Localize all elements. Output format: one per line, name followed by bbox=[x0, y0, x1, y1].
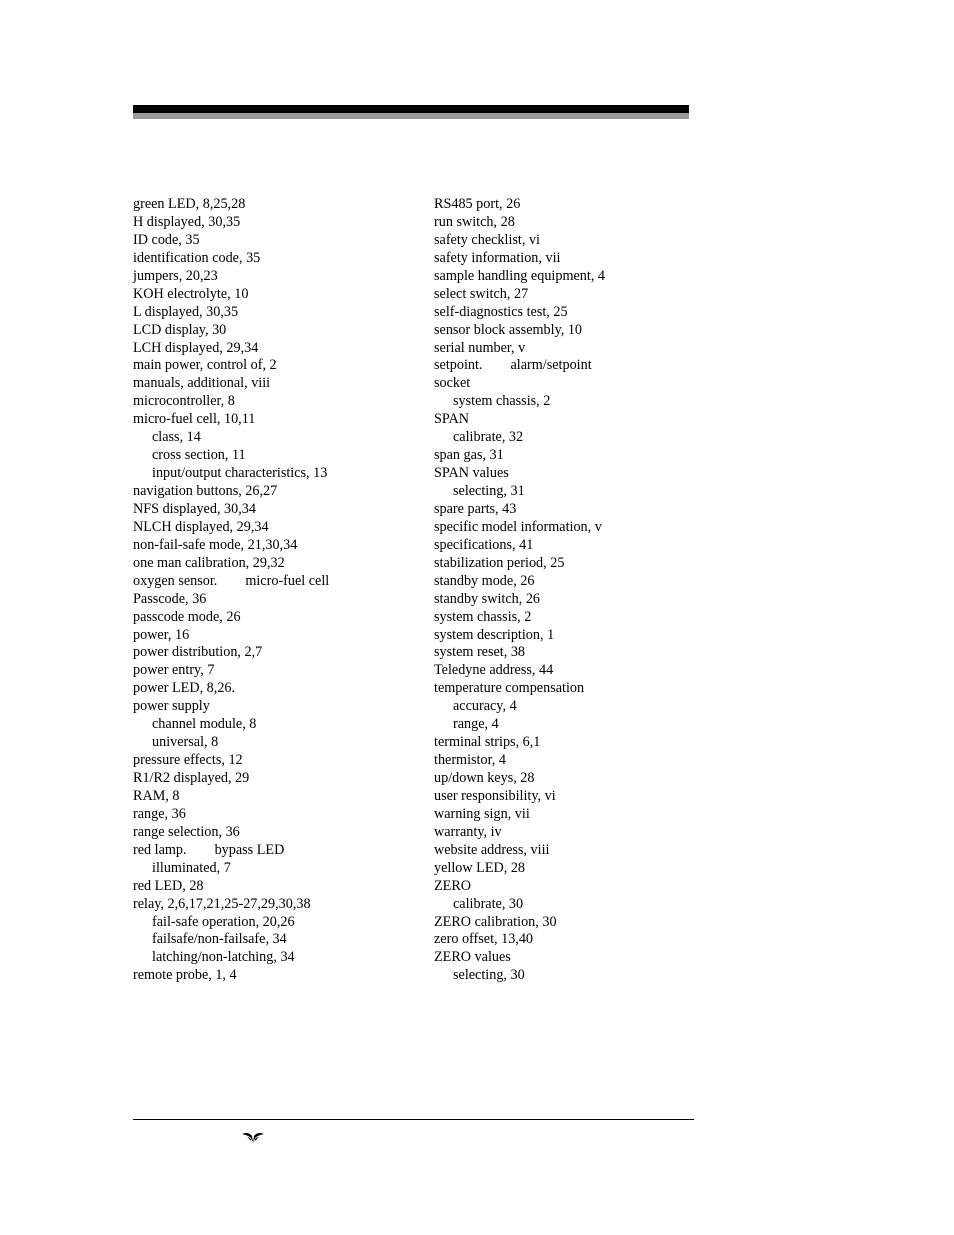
index-entry-text: calibrate, 32 bbox=[453, 429, 524, 446]
index-entry bbox=[133, 788, 329, 806]
index-subentry bbox=[133, 931, 329, 949]
index-entry bbox=[434, 465, 605, 483]
index-entry-text: ZERO calibration, 30 bbox=[434, 913, 557, 930]
index-entry-text: specifications, 41 bbox=[434, 536, 534, 553]
index-subentry bbox=[133, 465, 329, 483]
index-entry-text: RAM, 8 bbox=[133, 787, 180, 804]
index-entry bbox=[434, 304, 605, 322]
index-entry-text: one man calibration, 29,32 bbox=[133, 554, 285, 571]
index-entry-text: system description, 1 bbox=[434, 626, 555, 643]
index-entry bbox=[434, 627, 605, 645]
index-cross-reference: bypass LED bbox=[214, 841, 285, 858]
index-entry bbox=[133, 573, 329, 591]
index-entry-text: SPAN bbox=[434, 411, 469, 428]
index-entry bbox=[133, 196, 329, 214]
index-entry bbox=[133, 627, 329, 645]
index-entry-text: system chassis, 2 bbox=[453, 393, 551, 410]
index-entry-text: main power, control of, 2 bbox=[133, 357, 277, 374]
index-cross-reference: micro-fuel cell bbox=[245, 572, 330, 589]
index-entry bbox=[434, 519, 605, 537]
index-entry-text: pressure effects, 12 bbox=[133, 752, 243, 769]
index-entry bbox=[133, 609, 329, 627]
index-entry bbox=[434, 878, 605, 896]
footer-rule bbox=[133, 1119, 694, 1120]
index-entry bbox=[434, 322, 605, 340]
index-entry-text: Teledyne address, 44 bbox=[434, 662, 554, 679]
index-entry-text: relay, 2,6,17,21,25-27,29,30,38 bbox=[133, 895, 311, 912]
index-entry-text: universal, 8 bbox=[152, 734, 219, 751]
index-entry-text: non-fail-safe mode, 21,30,34 bbox=[133, 536, 298, 553]
index-entry-text: NLCH displayed, 29,34 bbox=[133, 518, 269, 535]
index-entry bbox=[434, 680, 605, 698]
index-entry bbox=[434, 447, 605, 465]
index-entry-text: warning sign, vii bbox=[434, 805, 530, 822]
index-entry bbox=[133, 340, 329, 358]
index-entry-text: select switch, 27 bbox=[434, 285, 529, 302]
index-entry bbox=[434, 752, 605, 770]
index-entry-text: safety information, vii bbox=[434, 249, 561, 266]
index-entry bbox=[133, 286, 329, 304]
index-entry bbox=[434, 788, 605, 806]
index-entry bbox=[434, 340, 605, 358]
index-entry bbox=[434, 824, 605, 842]
index-subentry bbox=[133, 429, 329, 447]
teledyne-logo-icon bbox=[241, 1132, 265, 1144]
index-entry bbox=[434, 591, 605, 609]
index-entry bbox=[434, 357, 605, 375]
index-entry bbox=[133, 698, 329, 716]
index-entry bbox=[133, 322, 329, 340]
index-subentry bbox=[434, 716, 605, 734]
index-entry bbox=[133, 770, 329, 788]
index-entry-text: L displayed, 30,35 bbox=[133, 303, 239, 320]
index-entry bbox=[133, 662, 329, 680]
index-entry bbox=[434, 268, 605, 286]
index-entry bbox=[434, 806, 605, 824]
index-entry-text: class, 14 bbox=[152, 429, 201, 446]
header-rule-light bbox=[133, 113, 689, 119]
index-entry-text: range, 36 bbox=[133, 805, 186, 822]
index-entry-text: ZERO bbox=[434, 877, 472, 894]
index-entry-text: selecting, 30 bbox=[453, 967, 525, 984]
index-entry-text: sample handling equipment, 4 bbox=[434, 267, 606, 284]
index-subentry bbox=[133, 860, 329, 878]
index-entry-text: jumpers, 20,23 bbox=[133, 267, 218, 284]
index-entry-text: accuracy, 4 bbox=[453, 698, 517, 715]
index-entry-text: thermistor, 4 bbox=[434, 752, 506, 769]
index-entry-text: LCH displayed, 29,34 bbox=[133, 339, 259, 356]
index-entry bbox=[133, 680, 329, 698]
index-entry-text: up/down keys, 28 bbox=[434, 770, 535, 786]
index-entry-text: input/output characteristics, 13 bbox=[152, 465, 328, 482]
index-entry-text: navigation buttons, 26,27 bbox=[133, 483, 278, 499]
index-entry-text: green LED, 8,25,28 bbox=[133, 196, 246, 212]
index-entry bbox=[434, 555, 605, 573]
header-rule-dark bbox=[133, 105, 689, 113]
index-entry-text: power, 16 bbox=[133, 626, 190, 643]
index-entry bbox=[133, 806, 329, 824]
index-subentry bbox=[133, 914, 329, 932]
index-entry bbox=[133, 375, 329, 393]
index-entry-text: LCD display, 30 bbox=[133, 321, 227, 338]
index-entry-text: identification code, 35 bbox=[133, 249, 261, 266]
index-entry-text: power entry, 7 bbox=[133, 662, 215, 679]
index-entry bbox=[434, 949, 605, 967]
index-entry bbox=[133, 304, 329, 322]
index-entry-text: selecting, 31 bbox=[453, 483, 525, 499]
index-entry-text: illuminated, 7 bbox=[152, 859, 231, 876]
index-entry bbox=[133, 501, 329, 519]
index-entry-text: latching/non-latching, 34 bbox=[152, 949, 295, 966]
index-entry-text: serial number, v bbox=[434, 339, 526, 356]
index-entry-text: standby mode, 26 bbox=[434, 572, 535, 589]
index-entry bbox=[133, 232, 329, 250]
index-entry-text: KOH electrolyte, 10 bbox=[133, 285, 249, 302]
index-entry bbox=[434, 250, 605, 268]
index-entry-text: red LED, 28 bbox=[133, 877, 204, 894]
index-entry bbox=[133, 842, 329, 860]
index-entry bbox=[434, 842, 605, 860]
index-entry bbox=[133, 967, 329, 985]
index-entry-text: power supply bbox=[133, 698, 210, 715]
index-entry-text: power LED, 8,26. bbox=[133, 680, 236, 697]
index-entry-text: zero offset, 13,40 bbox=[434, 931, 534, 948]
index-entry-text: micro-fuel cell, 10,11 bbox=[133, 411, 256, 428]
index-entry bbox=[133, 824, 329, 842]
index-subentry bbox=[133, 734, 329, 752]
index-entry bbox=[133, 250, 329, 268]
index-entry-text: setpoint. bbox=[434, 357, 483, 374]
index-entry-text: ID code, 35 bbox=[133, 231, 200, 248]
index-subentry bbox=[434, 429, 605, 447]
index-entry-text: terminal strips, 6,1 bbox=[434, 734, 541, 751]
index-cross-reference: alarm/setpoint bbox=[510, 357, 592, 374]
index-entry bbox=[133, 393, 329, 411]
index-entry bbox=[434, 662, 605, 680]
index-entry-text: sensor block assembly, 10 bbox=[434, 321, 583, 338]
index-entry-text: run switch, 28 bbox=[434, 213, 515, 230]
index-entry-text: range selection, 36 bbox=[133, 823, 240, 840]
index-entry-text: yellow LED, 28 bbox=[434, 859, 526, 876]
index-entry bbox=[133, 537, 329, 555]
index-entry-text: H displayed, 30,35 bbox=[133, 213, 241, 230]
index-entry-text: calibrate, 30 bbox=[453, 895, 524, 912]
index-entry-text: self-diagnostics test, 25 bbox=[434, 303, 568, 320]
index-entry-text: stabilization period, 25 bbox=[434, 554, 565, 571]
index-subentry bbox=[434, 698, 605, 716]
index-entry bbox=[133, 483, 329, 501]
index-entry bbox=[133, 644, 329, 662]
index-column-right bbox=[434, 196, 605, 985]
index-entry bbox=[133, 896, 329, 914]
index-entry-text: ZERO values bbox=[434, 949, 511, 966]
index-entry bbox=[133, 519, 329, 537]
index-entry-text: user responsibility, vi bbox=[434, 787, 556, 804]
index-entry bbox=[434, 914, 605, 932]
index-entry-text: span gas, 31 bbox=[434, 447, 504, 464]
index-entry-text: NFS displayed, 30,34 bbox=[133, 500, 256, 517]
index-entry bbox=[133, 878, 329, 896]
index-entry bbox=[133, 411, 329, 429]
index-entry-text: remote probe, 1, 4 bbox=[133, 967, 237, 984]
index-entry-text: channel module, 8 bbox=[152, 716, 257, 733]
index-entry bbox=[434, 931, 605, 949]
index-entry-text: system reset, 38 bbox=[434, 644, 526, 661]
index-entry-text: manuals, additional, viii bbox=[133, 375, 271, 392]
index-entry-text: fail-safe operation, 20,26 bbox=[152, 913, 295, 930]
index-entry-text: RS485 port, 26 bbox=[434, 196, 521, 212]
index-entry bbox=[434, 411, 605, 429]
index-entry bbox=[434, 214, 605, 232]
index-entry bbox=[434, 734, 605, 752]
index-entry bbox=[434, 286, 605, 304]
index-entry-text: cross section, 11 bbox=[152, 447, 246, 464]
index-entry-text: system chassis, 2 bbox=[434, 608, 532, 625]
index-entry-text: passcode mode, 26 bbox=[133, 608, 241, 625]
index-entry-text: spare parts, 43 bbox=[434, 500, 517, 517]
index-entry-text: Passcode, 36 bbox=[133, 590, 207, 607]
index-column-left bbox=[133, 196, 329, 985]
index-entry bbox=[434, 644, 605, 662]
index-entry-text: temperature compensation bbox=[434, 680, 585, 697]
index-entry bbox=[434, 501, 605, 519]
index-entry-text: range, 4 bbox=[453, 716, 499, 733]
index-entry-text: microcontroller, 8 bbox=[133, 393, 235, 410]
index-entry-text: warranty, iv bbox=[434, 823, 502, 840]
header-rule bbox=[133, 105, 689, 119]
index-subentry bbox=[133, 949, 329, 967]
index-entry bbox=[133, 752, 329, 770]
index-entry bbox=[434, 860, 605, 878]
index-entry bbox=[133, 591, 329, 609]
index-entry bbox=[434, 770, 605, 788]
index-subentry bbox=[133, 447, 329, 465]
index-entry bbox=[434, 573, 605, 591]
index-subentry bbox=[133, 716, 329, 734]
index-entry bbox=[434, 537, 605, 555]
index-entry bbox=[133, 268, 329, 286]
index-entry-text: R1/R2 displayed, 29 bbox=[133, 770, 250, 786]
index-subentry bbox=[434, 483, 605, 501]
index-entry-text: website address, viii bbox=[434, 841, 550, 858]
index-entry-text: red lamp. bbox=[133, 841, 187, 858]
index-entry-text: oxygen sensor. bbox=[133, 572, 218, 589]
index-entry-text: socket bbox=[434, 375, 471, 392]
index-subentry bbox=[434, 393, 605, 411]
index-entry-text: standby switch, 26 bbox=[434, 590, 541, 607]
index-subentry bbox=[434, 896, 605, 914]
index-entry-text: failsafe/non-failsafe, 34 bbox=[152, 931, 287, 948]
index-entry-text: SPAN values bbox=[434, 465, 509, 482]
index-entry bbox=[434, 609, 605, 627]
index-subentry bbox=[434, 967, 605, 985]
index-entry bbox=[434, 232, 605, 250]
index-entry bbox=[133, 555, 329, 573]
index-entry-text: power distribution, 2,7 bbox=[133, 644, 263, 661]
index-entry bbox=[133, 357, 329, 375]
index-entry bbox=[133, 214, 329, 232]
index-entry-text: specific model information, v bbox=[434, 518, 602, 535]
index-entry bbox=[434, 196, 605, 214]
index-entry bbox=[434, 375, 605, 393]
index-entry-text: safety checklist, vi bbox=[434, 231, 540, 248]
